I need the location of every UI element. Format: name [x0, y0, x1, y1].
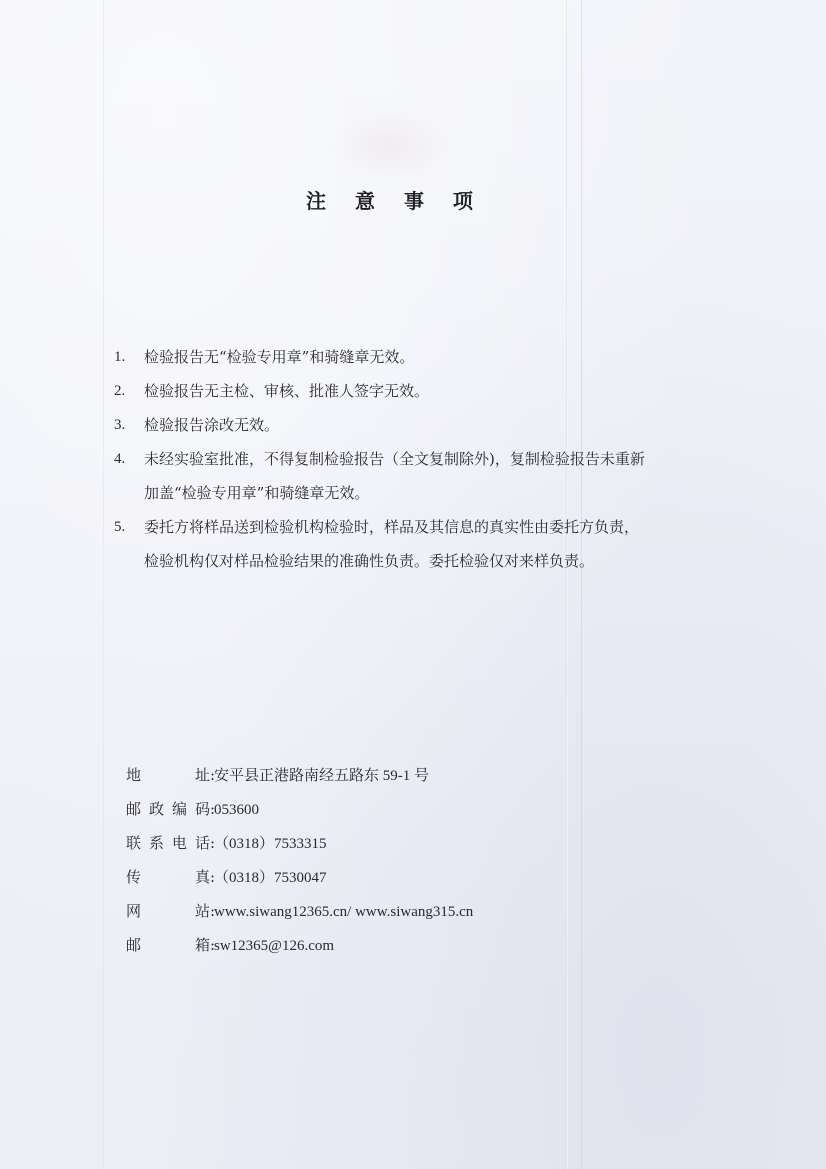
contact-website: [126, 894, 626, 928]
notice-text: 检验报告无“检验专用章”和骑缝章无效。: [144, 348, 415, 366]
contact-address: [126, 758, 626, 792]
notice-text-continued: 检验机构仅对样品检验结果的准确性负责。委托检验仅对来样负责。: [144, 552, 595, 570]
contact-label: 邮 箱: [126, 936, 210, 954]
contact-label: 邮政编码: [126, 800, 210, 818]
notice-number: 2.: [114, 383, 126, 399]
notice-item: [114, 374, 714, 408]
contact-value: www.siwang12365.cn/ www.siwang315.cn: [214, 904, 474, 920]
page-title: 注 意 事 项: [306, 189, 484, 213]
notice-item: [114, 408, 714, 442]
contact-info: [126, 758, 626, 962]
notice-list: [114, 340, 714, 578]
page-fold-shadow: [581, 0, 582, 1169]
contact-value: 安平县正港路南经五路东 59-1 号: [214, 768, 429, 784]
contact-colon: :: [210, 902, 216, 920]
contact-colon: :: [210, 868, 216, 886]
notice-item: [114, 340, 714, 374]
notice-text: 检验报告无主检、审核、批准人签字无效。: [144, 382, 430, 400]
notice-text: 检验报告涂改无效。: [144, 416, 280, 434]
notice-text: 委托方将样品送到检验机构检验时，样品及其信息的真实性由委托方负责，: [144, 518, 640, 536]
contact-value: （0318）7530047: [214, 870, 327, 886]
contact-email: [126, 928, 626, 962]
contact-colon: :: [210, 766, 216, 784]
contact-colon: :: [210, 936, 216, 954]
contact-colon: :: [210, 834, 216, 852]
contact-phone: [126, 826, 626, 860]
contact-value: 053600: [214, 802, 259, 818]
contact-label: 地 址: [126, 766, 210, 784]
page-fold-line: [566, 0, 568, 1169]
contact-label: 传 真: [126, 868, 210, 886]
paper-stain: [330, 110, 450, 180]
notice-number: 5.: [114, 519, 126, 535]
contact-colon: :: [210, 800, 216, 818]
notice-item: [114, 442, 714, 510]
contact-label: 联系电话: [126, 834, 210, 852]
contact-label: 网 站: [126, 902, 210, 920]
contact-fax: [126, 860, 626, 894]
contact-value: （0318）7533315: [214, 836, 327, 852]
notice-text-continued: 加盖“检验专用章”和骑缝章无效。: [144, 484, 370, 502]
notice-number: 4.: [114, 451, 126, 467]
page-crease: [103, 0, 104, 1169]
notice-number: 3.: [114, 417, 126, 433]
contact-value: sw12365@126.com: [214, 938, 335, 954]
notice-text: 未经实验室批准，不得复制检验报告（全文复制除外)，复制检验报告未重新: [144, 450, 645, 468]
notice-item: [114, 510, 714, 578]
notice-number: 1.: [114, 349, 126, 365]
contact-postcode: [126, 792, 626, 826]
